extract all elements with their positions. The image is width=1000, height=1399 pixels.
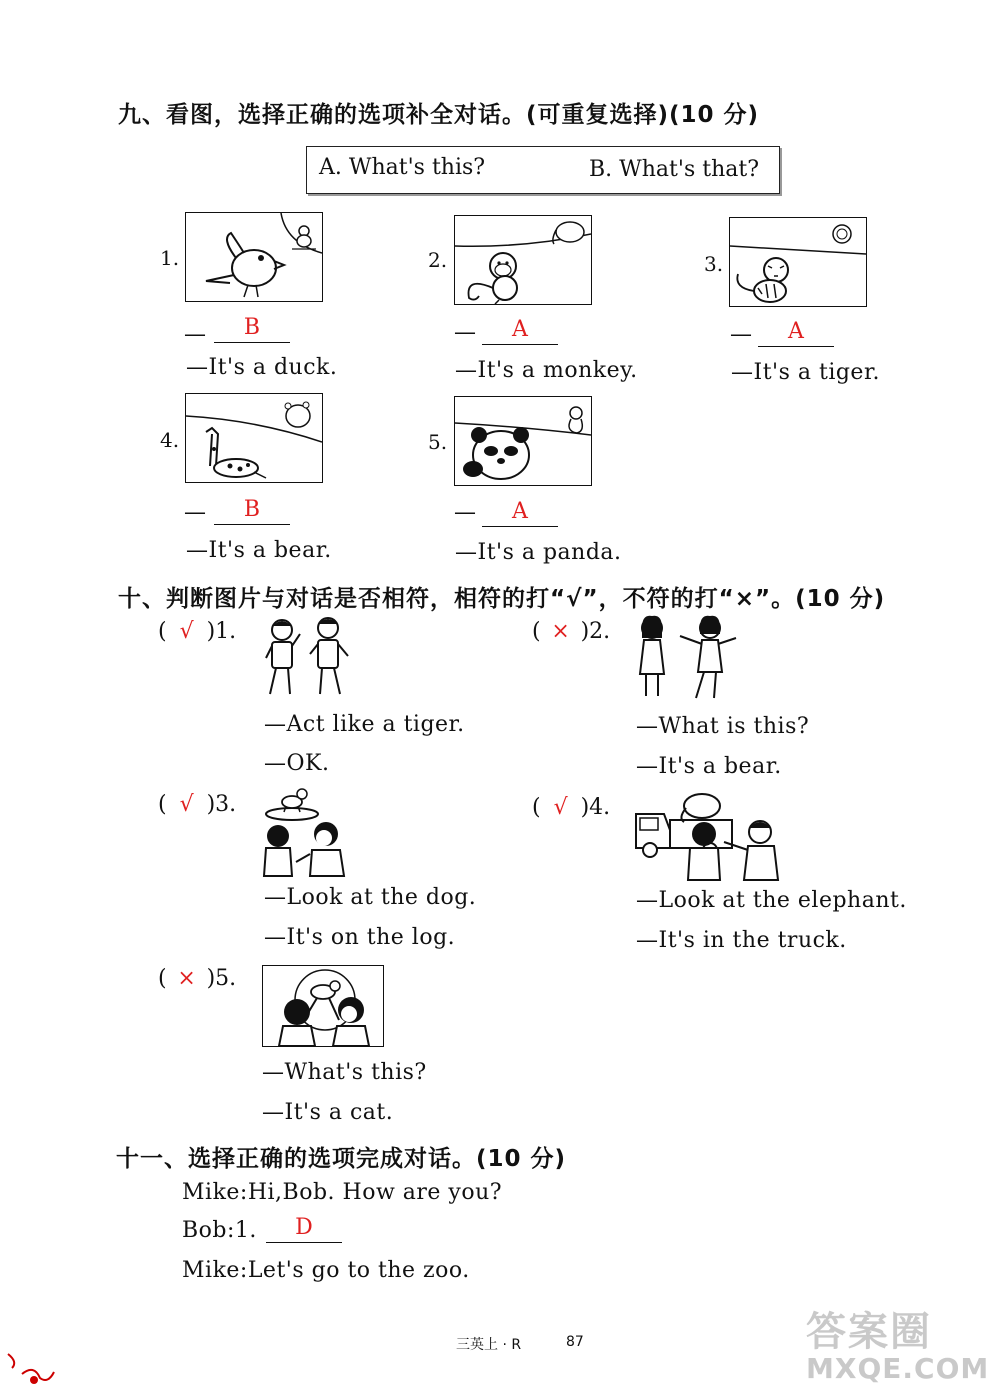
dialog-line: —Act like a tiger. — [264, 712, 465, 737]
reply-line: —It's a bear. — [186, 538, 332, 563]
dialog-line: —What's this? — [262, 1060, 427, 1085]
reply-line: —It's a monkey. — [455, 358, 638, 383]
judge-number: )5. — [206, 966, 237, 991]
judge-number: )4. — [580, 795, 611, 820]
dash: — — [184, 500, 207, 525]
section-9-heading: 九、看图，选择正确的选项补全对话。(可重复选择)(10 分) — [118, 102, 760, 128]
answer-blank: A — [482, 500, 558, 527]
dash: — — [454, 500, 477, 525]
judge-number: )1. — [206, 619, 237, 644]
dialog-line: —Look at the elephant. — [636, 888, 907, 913]
dialog-line: Bob:1. — [182, 1218, 257, 1243]
item-number: 4. — [160, 428, 180, 452]
answer-blank: B — [214, 498, 290, 525]
reply-line: —It's a panda. — [455, 540, 622, 565]
reply-line: —It's a tiger. — [731, 360, 881, 385]
item-number: 1. — [160, 246, 180, 270]
picture-dog-on-log — [262, 784, 352, 880]
picture-bird-duck — [185, 212, 323, 302]
dialog-line: —OK. — [264, 751, 330, 776]
picture-elephant-in-truck — [632, 790, 784, 882]
answer-blank: A — [482, 318, 558, 345]
dialog-line: —It's a cat. — [262, 1100, 394, 1125]
judge-mark: × — [177, 966, 196, 991]
picture-panda-cat — [454, 396, 592, 486]
picture-tiger — [729, 217, 867, 307]
dash: — — [454, 320, 477, 345]
item-number: 2. — [428, 248, 448, 272]
answer-blank: D — [266, 1216, 342, 1243]
option-b: B. What's that? — [589, 157, 759, 182]
corner-scribble-icon — [4, 1344, 60, 1394]
picture-two-boys — [260, 614, 360, 700]
reply-line: —It's a duck. — [186, 355, 338, 380]
judge-number: )2. — [580, 619, 611, 644]
dash: — — [184, 322, 207, 347]
judge-item: ( √ )1. — [158, 619, 237, 644]
picture-giraffe-bear — [185, 393, 323, 483]
answer-blank: A — [758, 320, 834, 347]
judge-item: ( × )5. — [158, 966, 237, 991]
dialog-line: —Look at the dog. — [264, 885, 477, 910]
watermark-url: MXQE.COM — [806, 1352, 990, 1385]
picture-two-girls — [632, 614, 742, 704]
item-number: 3. — [704, 252, 724, 276]
judge-mark: × — [551, 619, 570, 644]
dialog-line: —It's a bear. — [636, 754, 782, 779]
dash: — — [730, 322, 753, 347]
section-11-heading: 十一、选择正确的选项完成对话。(10 分) — [116, 1146, 567, 1172]
picture-two-kids-with-dog — [262, 965, 384, 1047]
judge-item: ( √ )4. — [532, 795, 611, 820]
judge-item: ( √ )3. — [158, 792, 237, 817]
section-10-heading: 十、判断图片与对话是否相符，相符的打“√”，不符的打“×”。(10 分) — [118, 586, 886, 612]
dialog-line: —It's in the truck. — [636, 928, 847, 953]
judge-mark: √ — [179, 792, 194, 817]
dialog-line: —What is this? — [636, 714, 810, 739]
option-a: A. What's this? — [319, 155, 486, 180]
item-number: 5. — [428, 430, 448, 454]
choice-box — [306, 146, 780, 194]
judge-item: ( × )2. — [532, 619, 611, 644]
answer-blank: B — [214, 316, 290, 343]
judge-mark: √ — [553, 795, 568, 820]
dialog-line: Mike:Hi,Bob. How are you? — [182, 1180, 503, 1205]
dialog-line: Mike:Let's go to the zoo. — [182, 1258, 470, 1283]
judge-mark: √ — [179, 619, 194, 644]
dialog-line: —It's on the log. — [264, 925, 456, 950]
judge-number: )3. — [206, 792, 237, 817]
picture-monkey — [454, 215, 592, 305]
footer-book: 三英上 · R — [456, 1337, 522, 1353]
page-number: 87 — [566, 1334, 584, 1350]
watermark-logo: 答案圈 — [806, 1309, 932, 1355]
